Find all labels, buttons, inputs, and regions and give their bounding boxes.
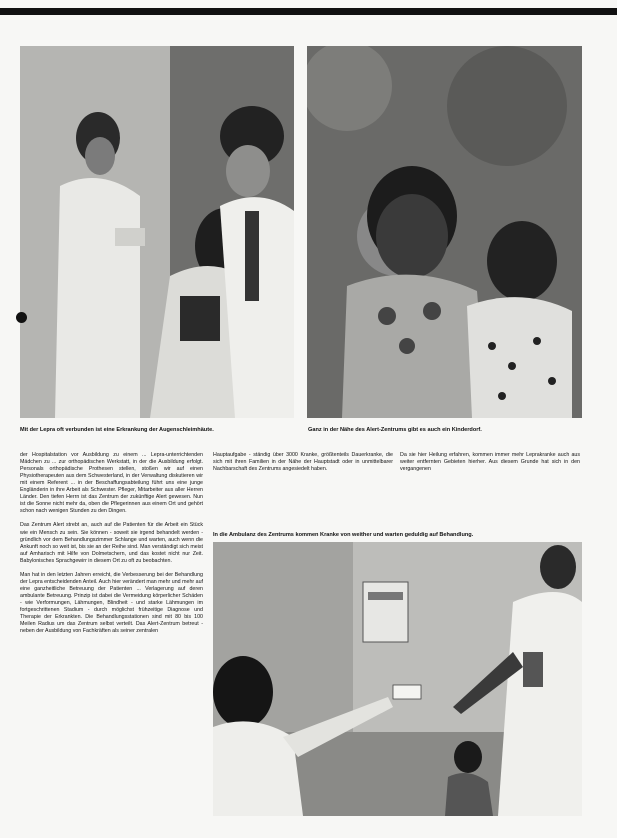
caption-top-right: Ganz in der Nähe des Alert-Zentrums gibt es auch ein Kinderdorf. [308, 427, 482, 433]
photo-outpatient-clinic [213, 542, 582, 816]
text-column-1: der Hospitalstation vor Ausbildung zu einem ... Lepra-unterrichtenden Mädchen zu ... zur orthopädischen Werkstatt, in der die Ausbildung erfolgt. Personals orthopädische Prothesen stellen, stoßen wir auf einen Physiotherapeuten aus dem Schwesterland, in der Verwaltung diskutieren wir mit einem Referent ... in der Beschaffungsabteilung führt uns eine junge Engländerin in ihre Arbeit als Schwester. Pfleger, Mitarbeiter aus aller Herren Länder. Den tiefen Herrn ist das Zentrum der zukünftige Alert gewesen. Nun ist die Sonne nicht mehr da, oben die Pflegerinnen aus einem Ort und gehört schon nach wenigen Stunden zu den Dingen. Das Zentrum Alert strebt an, auch auf die Patienten für die Arbeit ein Stück wie ein Mensch zu sein. Sie können - soweit sie irgend behandelt werden - gründlich vor dem Behandlungszimmer Schlange und warten, auch wenn die Ankunft noch so weit ist, bis sie an der Reihe sind. Man verständigt sich meist auf Amharisch mit Hilfe von Dolmetschern, und das kostet nicht nur Zeit. Babylonisches Sprachgewirr in diesem Ort zu oft zu beobachten. Man hat in den letzten Jahren erreicht, die Verbesserung bei der Behandlung der Lepra entscheidenden Anteil. Auch hier verändert man mehr und mehr auf eine ganzheitliche Betreuung der Patienten ... Verlagerung auf deren ambulante Betreuung. Prinzip ist dabei die Vermeidung körperlicher Schäden - wie Verformungen, Lähmungen, Blindheit - und starke Lähmungen im fortgeschrittenen Stadium - durch möglichst frühzeitige Diagnose und Therapie der Erkrankten. Die Behandlungsstationen sind mit 80 bis 100 Meilen Radius um das Zentrum selbst verteilt. Das Alert-Zentrum betreut - neben der Ausbildung von Fachkräften als seiner zentralen [20, 452, 203, 635]
outpatient-clinic-image [213, 542, 582, 816]
caption-middle-right: In die Ambulanz des Zentrums kommen Kranke von weither und warten geduldig auf Behandlung. [213, 532, 474, 538]
text-column-3: Da sie hier Heilung erfahren, kommen immer mehr Leprakranke auch aus weiter entfernten Gebieten hierher. Aus diesem Grunde hat sich in den vergangenen [400, 452, 580, 473]
photo-eye-examination [20, 46, 294, 418]
photo-children [307, 46, 582, 418]
eye-examination-image [20, 46, 294, 418]
page-marker-dot [16, 312, 27, 323]
top-rule [0, 8, 617, 15]
caption-top-left: Mit der Lepra oft verbunden ist eine Erkrankung der Augenschleimhäute. [20, 427, 214, 433]
text-column-2: Hauptaufgabe - ständig über 3000 Kranke, größtenteils Dauerkranke, die sich mit ihren Familien in der Nähe der Hauptstadt oder in unmittelbarer Nachbarschaft des Zentrums angesiedelt haben. [213, 452, 393, 473]
children-image [307, 46, 582, 418]
